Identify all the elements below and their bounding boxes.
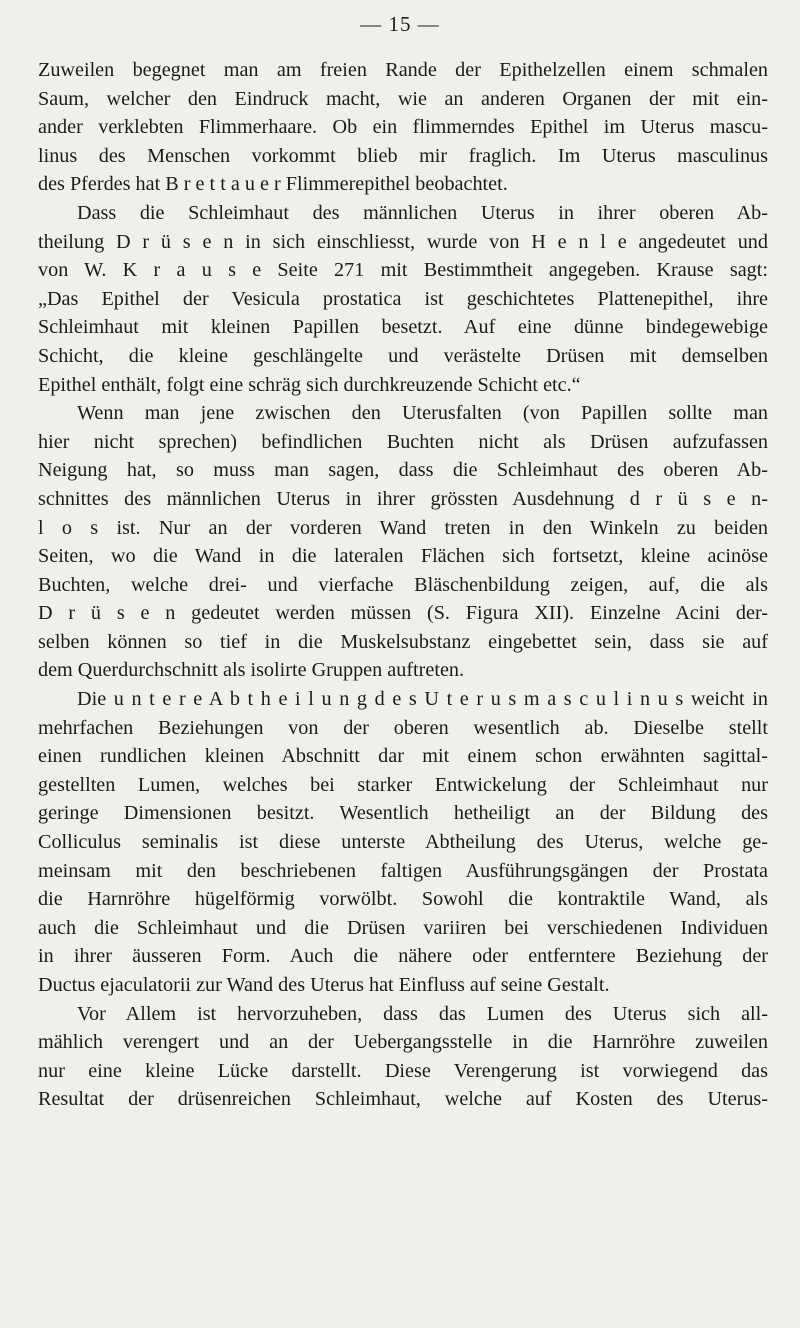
text-line: selben können so tief in die Muskelsubstanz eingebettet sein, dass sie auf (38, 630, 768, 653)
text-line: geringe Dimensionen besitzt. Wesentlich hetheiligt an der Bildung des (38, 802, 768, 825)
text-line: Neigung hat, so muss man sagen, dass die Schleimhaut des oberen Ab- (38, 459, 768, 482)
text-line: Resultat der drüsenreichen Schleimhaut, welche auf Kosten des Uterus- (38, 1088, 768, 1111)
text-line: Schleimhaut mit kleinen Papillen besetzt. Auf eine dünne bindegewebige (38, 316, 768, 339)
text-line: gestellten Lumen, welches bei starker Entwickelung der Schleimhaut nur (38, 773, 768, 796)
text-line: Wenn man jene zwischen den Uterusfalten (von Papillen sollte man (77, 402, 768, 425)
text-line: theilung D r ü s e n in sich einschliesst, wurde von H e n l e angedeutet und (38, 230, 768, 253)
text-line: dem Querdurchschnitt als isolirte Gruppen auftreten. (38, 659, 465, 682)
text-line: nur eine kleine Lücke darstellt. Diese Verengerung ist vorwiegend das (38, 1059, 768, 1082)
text-line: Die u n t e r e A b t h e i l u n g d e s U t e r u s m a s c u l i n u s weicht in (77, 688, 768, 711)
text-line: Zuweilen begegnet man am freien Rande der Epithelzellen einem schmalen (38, 59, 768, 81)
text-line: Buchten, welche drei- und vierfache Bläschenbildung zeigen, auf, die als (38, 573, 768, 596)
text-line: hier nicht sprechen) befindlichen Buchten nicht als Drüsen aufzufassen (38, 430, 768, 453)
body-text (38, 56, 768, 1114)
text-line: des Pferdes hat B r e t t a u e r Flimmerepithel beobachtet. (38, 173, 508, 196)
text-line: einen rundlichen kleinen Abschnitt dar mit einem schon erwähnten sagittal- (38, 745, 768, 768)
text-line: meinsam mit den beschriebenen faltigen Ausführungsgängen der Prostata (38, 859, 768, 882)
text-line: l o s ist. Nur an der vorderen Wand treten in den Winkeln zu beiden (38, 516, 768, 539)
text-line: linus des Menschen vorkommt blieb mir fraglich. Im Uterus masculinus (38, 144, 768, 167)
text-line: auch die Schleimhaut und die Drüsen variiren bei verschiedenen Individuen (38, 916, 768, 939)
text-line: Epithel enthält, folgt eine schräg sich durchkreuzende Schicht etc.“ (38, 373, 581, 396)
text-line: D r ü s e n gedeutet werden müssen (S. Figura XII). Einzelne Acini der- (38, 602, 768, 625)
text-line: ander verklebten Flimmerhaare. Ob ein flimmerndes Epithel im Uterus mascu- (38, 116, 768, 139)
text-line: schnittes des männlichen Uterus in ihrer grössten Ausdehnung d r ü s e n- (38, 487, 768, 510)
text-line: von W. K r a u s e Seite 271 mit Bestimmtheit angegeben. Krause sagt: (38, 259, 768, 282)
page-number: — 15 — (360, 12, 440, 36)
text-line: Dass die Schleimhaut des männlichen Uterus in ihrer oberen Ab- (77, 201, 768, 224)
text-line: in ihrer äusseren Form. Auch die nähere oder entferntere Beziehung der (38, 945, 768, 968)
text-line: mählich verengert und an der Uebergangsstelle in die Harnröhre zuweilen (38, 1031, 768, 1054)
text-line: Saum, welcher den Eindruck macht, wie an anderen Organen der mit ein- (38, 87, 768, 110)
text-line: mehrfachen Beziehungen von der oberen wesentlich ab. Dieselbe stellt (38, 716, 768, 739)
text-line: Seiten, wo die Wand in die lateralen Flächen sich fortsetzt, kleine acinöse (38, 545, 768, 568)
text-line: Vor Allem ist hervorzuheben, dass das Lumen des Uterus sich all- (77, 1002, 768, 1025)
text-line: „Das Epithel der Vesicula prostatica ist geschichtetes Plattenepithel, ihre (38, 287, 768, 310)
text-line: Colliculus seminalis ist diese unterste Abtheilung des Uterus, welche ge- (38, 831, 768, 854)
text-line: Ductus ejaculatorii zur Wand des Uterus hat Einfluss auf seine Gestalt. (38, 974, 610, 996)
text-line: die Harnröhre hügelförmig vorwölbt. Sowohl die kontraktile Wand, als (38, 888, 768, 911)
text-line: Schicht, die kleine geschlängelte und verästelte Drüsen mit demselben (38, 344, 768, 367)
